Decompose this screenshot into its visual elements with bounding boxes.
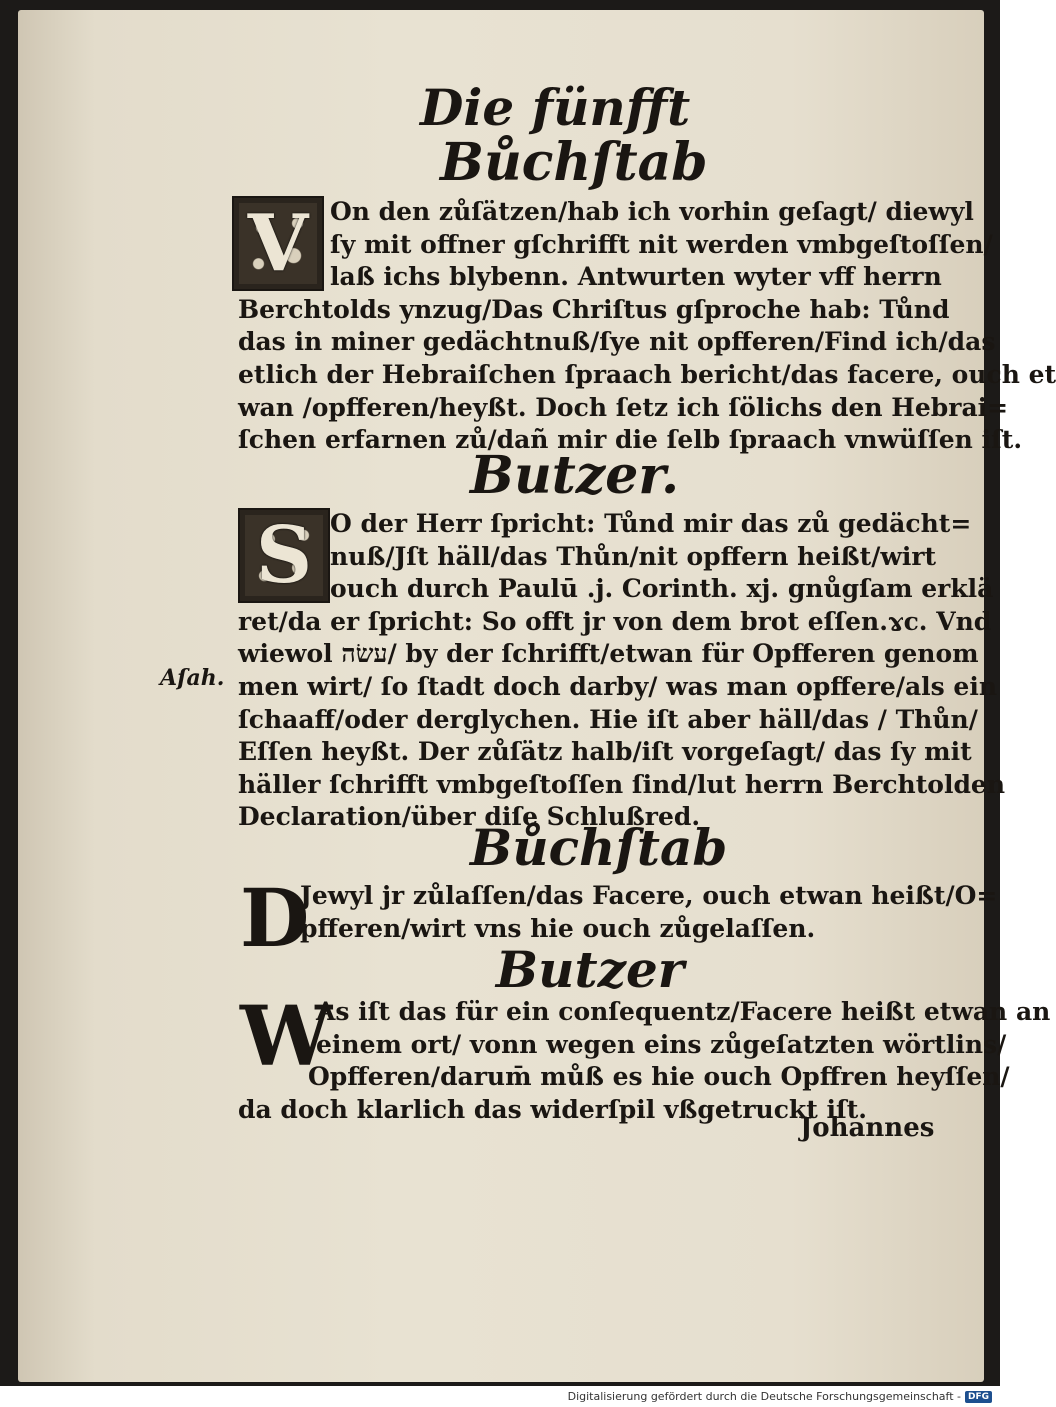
section-heading-3: Bůchſtab [470, 818, 728, 877]
text-line: einem ort/ vonn wegen eins zůgeſatzten wörtlins/ [316, 1029, 1007, 1059]
text-line: Jewyl jr zůlaſſen/das Facere, ouch etwan heißt/O= [300, 881, 998, 910]
catchword: Johannes [800, 1113, 935, 1143]
text-line: ret/da er ſpricht: So offt jr von dem brot eſſen.ɤc. Vnd [238, 606, 992, 636]
initial-letter: S [255, 510, 313, 601]
text-line: etlich der Hebraiſchen ſpraach bericht/das facere, ouch et [238, 359, 1056, 389]
section-heading-1: Bůchſtab [440, 132, 708, 193]
text-line: wan /opfferen/heyßt. Doch ſetz ich ſölichs den Hebrai= [238, 392, 1009, 422]
text-line: men wirt/ ſo ſtadt doch darby/ was man opffere/als ein [238, 671, 997, 701]
text-line: Declaration/über diſe Schlußred. [238, 802, 701, 832]
paragraph-2 [238, 508, 1006, 834]
text-line: pfferen/wirt vns hie ouch zůgelaſſen. [300, 913, 816, 943]
initial-letter-w: W [240, 989, 333, 1085]
initial-letter-d: D [240, 871, 310, 965]
dfg-logo-icon: DFG [965, 1391, 992, 1403]
text-line: häller ſchrifft vmbgeſtoſſen ſind/lut herrn Berchtolden [238, 769, 1006, 799]
text-line: da doch klarlich das widerſpil vßgetruckt iſt. [238, 1094, 867, 1124]
page-title: Die fünfft [420, 78, 691, 137]
paragraph-4 [238, 989, 1051, 1126]
footer-text: Digitalisierung gefördert durch die Deutsche Forschungsgemeinschaft - [567, 1390, 961, 1403]
text-line: ſy mit offner gſchrifft nit werden vmbgeſtoſſen/ [330, 229, 993, 259]
paragraph-1 [238, 196, 1056, 457]
footer-credit [568, 1390, 992, 1403]
text-line: Opfferen/darum̄ můß es hie ouch Opffren heyſſen/ [308, 1062, 1010, 1092]
text-line: das in miner gedächtnuß/ſye nit opfferen/Find ich/das [238, 327, 996, 357]
text-line: wiewol עשׂה/ by der ſchrifft/etwan für Opfferen genom [238, 639, 979, 669]
margin-note: Aſah. [160, 665, 225, 691]
text-line: nuß/Jſt häll/das Thůn/nit opffern heißt/wirt [330, 541, 937, 571]
text-line: laß ichs blybenn. Antwurten wyter vff herrn [330, 262, 942, 292]
section-heading-4: Butzer [495, 940, 685, 999]
initial-letter: V [247, 198, 309, 289]
text-line: Eſſen heyßt. Der zůſätz halb/iſt vorgeſagt/ das ſy mit [238, 737, 972, 767]
text-line: On den zůſätzen/hab ich vorhin geſagt/ diewyl [330, 197, 974, 226]
text-line: ſchen erfarnen zů/dañ mir die ſelb ſpraach vnwüſſen iſt. [238, 425, 1023, 455]
text-line: O der Herr ſpricht: Tůnd mir das zů gedächt= [330, 509, 972, 538]
text-line: Berchtolds ynzug/Das Chriſtus gſproche hab: Tůnd [238, 294, 950, 324]
text-line: ouch durch Paulū .j. Corinth. xj. gnůgſam erklä [330, 574, 994, 604]
text-line: ſchaaff/oder derglychen. Hie iſt aber häll/das / Thůn/ [238, 704, 978, 734]
paragraph-3 [238, 880, 998, 945]
section-heading-2: Butzer. [470, 445, 680, 506]
text-line: As iſt das für ein conſequentz/Facere heißt etwan an [316, 997, 1051, 1026]
